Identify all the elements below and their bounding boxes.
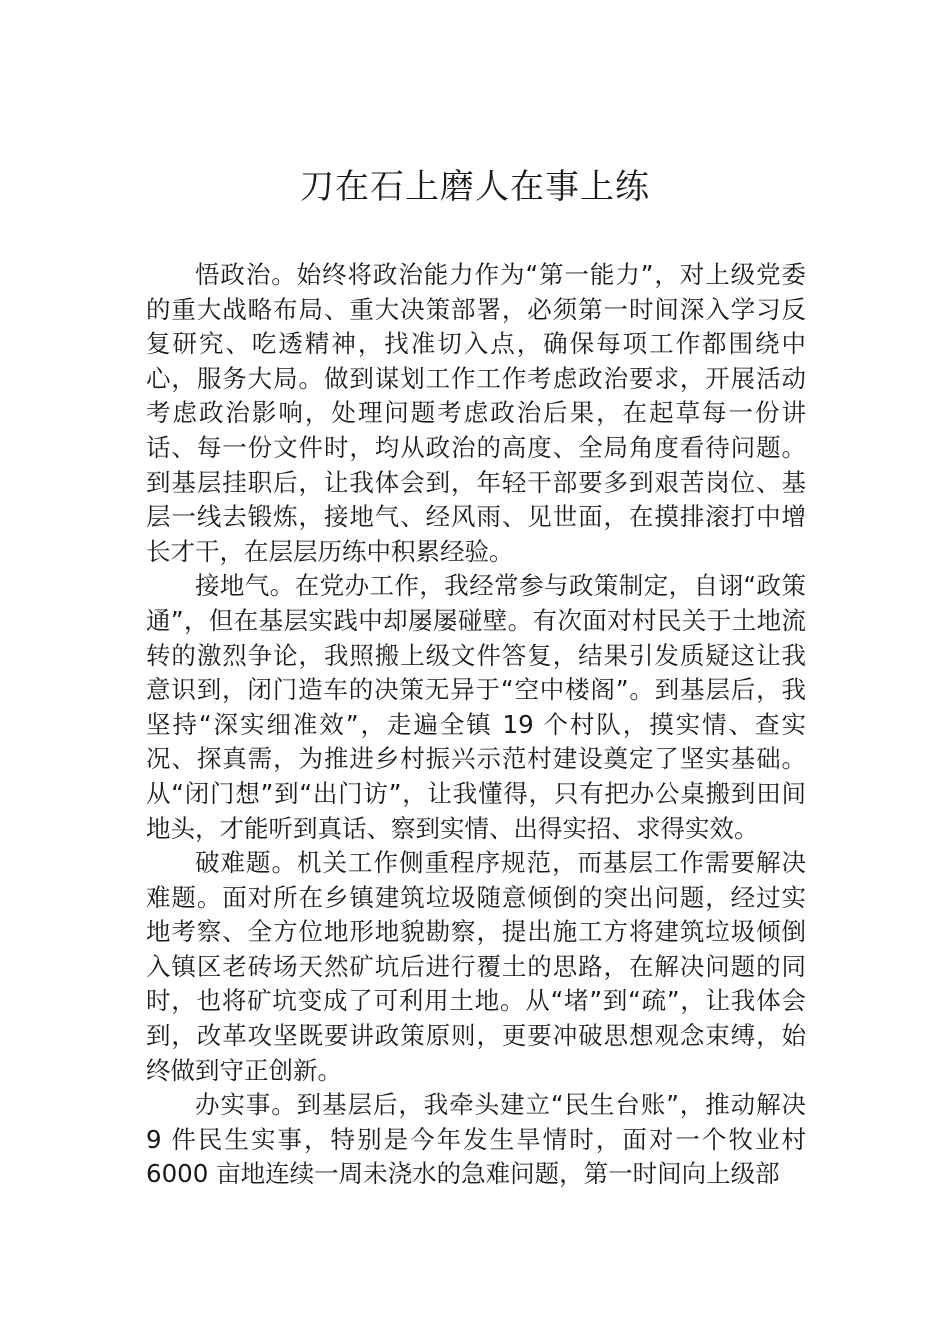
document-title: 刀在石上磨人在事上练 (300, 167, 650, 207)
document-body (146, 258, 806, 1192)
paragraph-politics: 悟政治。始终将政治能力作为“第一能力”，对上级党委的重大战略布局、重大决策部署，必须第一时间深入学习反复研究、吃透精神，找准切入点，确保每项工作都围绕中心，服务大局。做到谋划工作工作考虑政治要求，开展活动考虑政治影响，处理问题考虑政治后果，在起草每一份讲话、每一份文件时，均从政治的高度、全局角度看待问题。到基层挂职后，让我体会到，年轻干部要多到艰苦岗位、基层一线去锻炼，接地气、经风雨、见世面，在摸排滚打中增长才干，在层层历练中积累经验。 (146, 260, 806, 566)
paragraph-practical-work: 办实事。到基层后，我牵头建立“民生台账”，推动解决 9 件民生实事，特别是今年发生旱情时，面对一个牧业村 6000 亩地连续一周未浇水的急难问题，第一时间向上级部 (146, 1090, 806, 1189)
paragraph-problem-solving: 破难题。机关工作侧重程序规范，而基层工作需要解决难题。面对所在乡镇建筑垃圾随意倾倒的突出问题，经过实地考察、全方位地形地貌勘察，提出施工方将建筑垃圾倾倒入镇区老砖场天然矿坑后进行覆土的思路，在解决问题的同时，也将矿坑变成了可利用土地。从“堵”到“疏”，让我体会到，改革攻坚既要讲政策原则，更要冲破思想观念束缚，始终做到守正创新。 (146, 848, 806, 1085)
paragraph-grassroots: 接地气。在党办工作，我经常参与政策制定，自诩“政策通”，但在基层实践中却屡屡碰壁。有次面对村民关于土地流转的激烈争论，我照搬上级文件答复，结果引发质疑这让我意识到，闭门造车的决策无异于“空中楼阁”。到基层后，我坚持“深实细准效”，走遍全镇 19 个村队，摸实情、查实况、探真需，为推进乡村振兴示范村建设奠定了坚实基础。从“闭门想”到“出门访”，让我懂得，只有把办公桌搬到田间地头，才能听到真话、察到实情、出得实招、求得实效。 (146, 571, 806, 843)
